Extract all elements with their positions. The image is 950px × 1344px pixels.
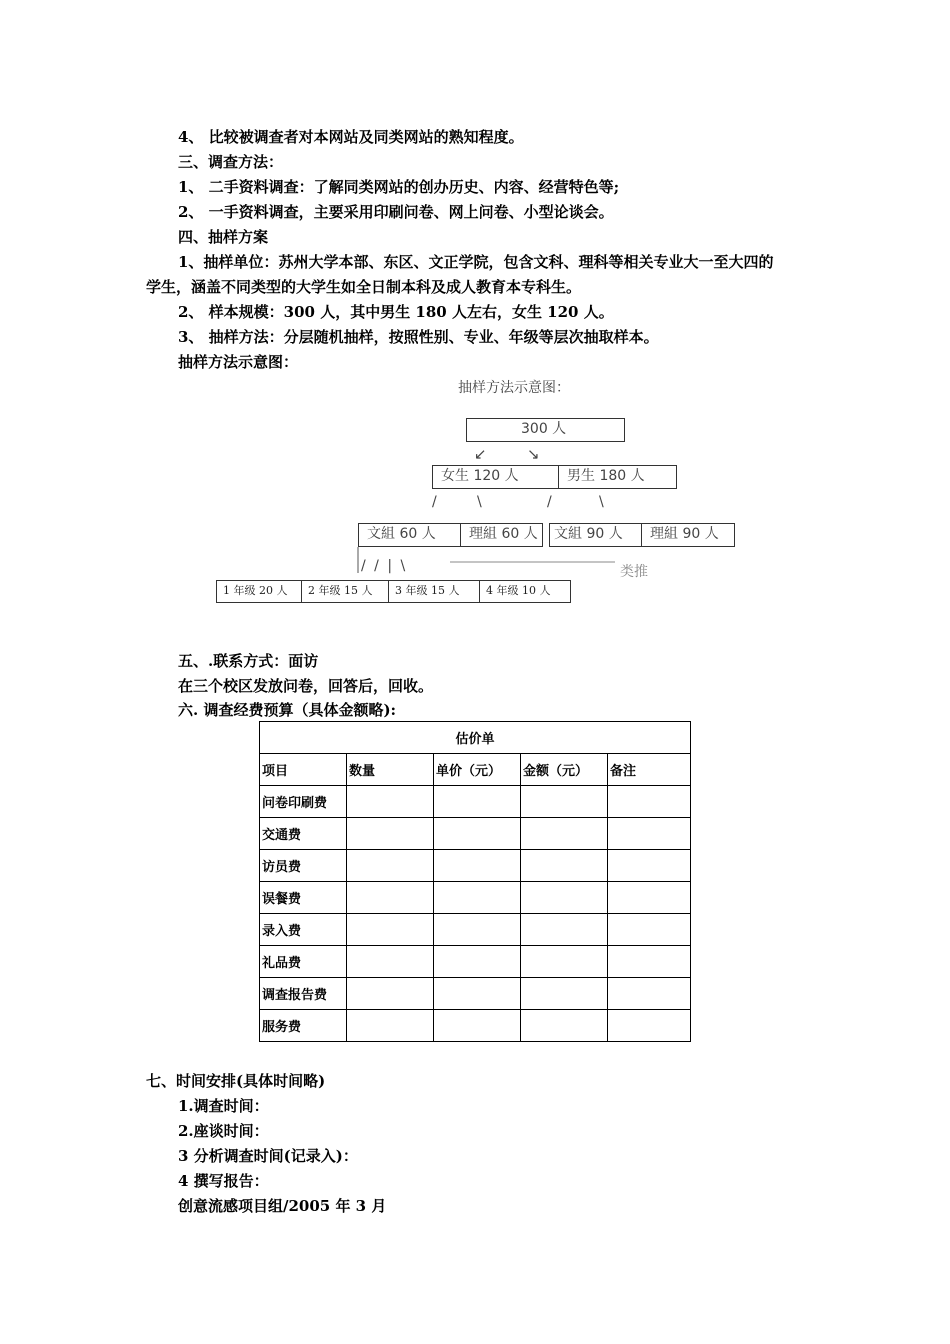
- signature-line: 创意流感项目组/2005 年 3 月: [178, 1197, 387, 1215]
- grade-box: 3 年级 15 人: [388, 580, 480, 603]
- text-line: 3 分析调查时间(记录入)：: [178, 1147, 358, 1165]
- column-header: 金额（元）: [521, 754, 608, 786]
- text-line: 4、 比较被调查者对本网站及同类网站的熟知程度。: [178, 128, 524, 146]
- text-line: 3、 抽样方法：分层随机抽样，按照性别、专业、年级等层次抽取样本。: [178, 328, 659, 346]
- grade-box: 4 年级 10 人: [479, 580, 571, 603]
- text-line: 在三个校区发放问卷，回答后，回收。: [178, 677, 434, 695]
- arrow-left: ↙: [474, 445, 487, 463]
- major-box: 文組 60 人: [358, 523, 461, 547]
- table-row: [260, 978, 691, 1010]
- grade-box: 1 年级 20 人: [216, 580, 302, 603]
- text-line: 4 撰写报告：: [178, 1172, 269, 1190]
- section-heading-schedule: 七、时间安排(具体时间略): [146, 1072, 326, 1090]
- table-caption: 估价单: [260, 722, 691, 754]
- budget-table: [259, 721, 691, 1042]
- text-line: 1、抽样单位：苏州大学本部、东区、文正学院，包含文科、理科等相关专业大一至大四的: [178, 253, 774, 271]
- major-box: 理組 60 人: [460, 523, 543, 547]
- note-label: 类推: [620, 564, 648, 580]
- grade-box: 2 年级 15 人: [301, 580, 389, 603]
- gender-box-male: 男生 180 人: [558, 465, 677, 489]
- diagram-title: 抽样方法示意图：: [458, 380, 570, 396]
- table-row: [260, 850, 691, 882]
- text-line: 1、 二手资料调查：了解同类网站的创办历史、内容、经营特色等;: [178, 178, 620, 196]
- branch-slash: /: [432, 494, 437, 510]
- row-label: 录入费: [260, 914, 347, 946]
- row-label: 服务费: [260, 1010, 347, 1042]
- diagram-intro: 抽样方法示意图：: [178, 353, 299, 371]
- branch-slash: \: [599, 494, 604, 510]
- section-heading-sampling: 四、抽样方案: [178, 228, 269, 246]
- text-line: 2、 一手资料调查，主要采用印刷问卷、网上问卷、小型论谈会。: [178, 203, 614, 221]
- text-line: 1.调查时间：: [178, 1097, 269, 1115]
- row-label: 问卷印刷费: [260, 786, 347, 818]
- text-line: 学生，涵盖不同类型的大学生如全日制本科及成人教育本专科生。: [146, 278, 582, 296]
- section-heading-contact: 五、.联系方式：面访: [178, 652, 319, 670]
- branch-slashes: / / | \: [361, 558, 408, 574]
- row-label: 访员费: [260, 850, 347, 882]
- root-box: 300 人: [466, 418, 625, 442]
- table-row: [260, 786, 691, 818]
- column-header: 数量: [347, 754, 434, 786]
- major-box: 理組 90 人: [641, 523, 735, 547]
- table-row: [260, 1010, 691, 1042]
- major-box: 文組 90 人: [549, 523, 642, 547]
- column-header: 项目: [260, 754, 347, 786]
- branch-slash: \: [477, 494, 482, 510]
- text-line: 2、 样本规模：300 人，其中男生 180 人左右，女生 120 人。: [178, 303, 614, 321]
- section-heading-methods: 三、调查方法：: [178, 153, 284, 171]
- branch-slash: /: [547, 494, 552, 510]
- row-label: 交通费: [260, 818, 347, 850]
- row-label: 调查报告费: [260, 978, 347, 1010]
- table-row: [260, 818, 691, 850]
- gender-box-female: 女生 120 人: [432, 465, 559, 489]
- text-line: 2.座谈时间：: [178, 1122, 269, 1140]
- table-row: [260, 882, 691, 914]
- column-header: 单价（元）: [434, 754, 521, 786]
- arrow-right: ↘: [527, 445, 540, 463]
- table-row: [260, 946, 691, 978]
- table-row: [260, 914, 691, 946]
- table-header-row: [260, 754, 691, 786]
- section-heading-budget: 六. 调查经费预算（具体金额略):: [178, 701, 397, 719]
- row-label: 礼品费: [260, 946, 347, 978]
- row-label: 误餐费: [260, 882, 347, 914]
- column-header: 备注: [608, 754, 691, 786]
